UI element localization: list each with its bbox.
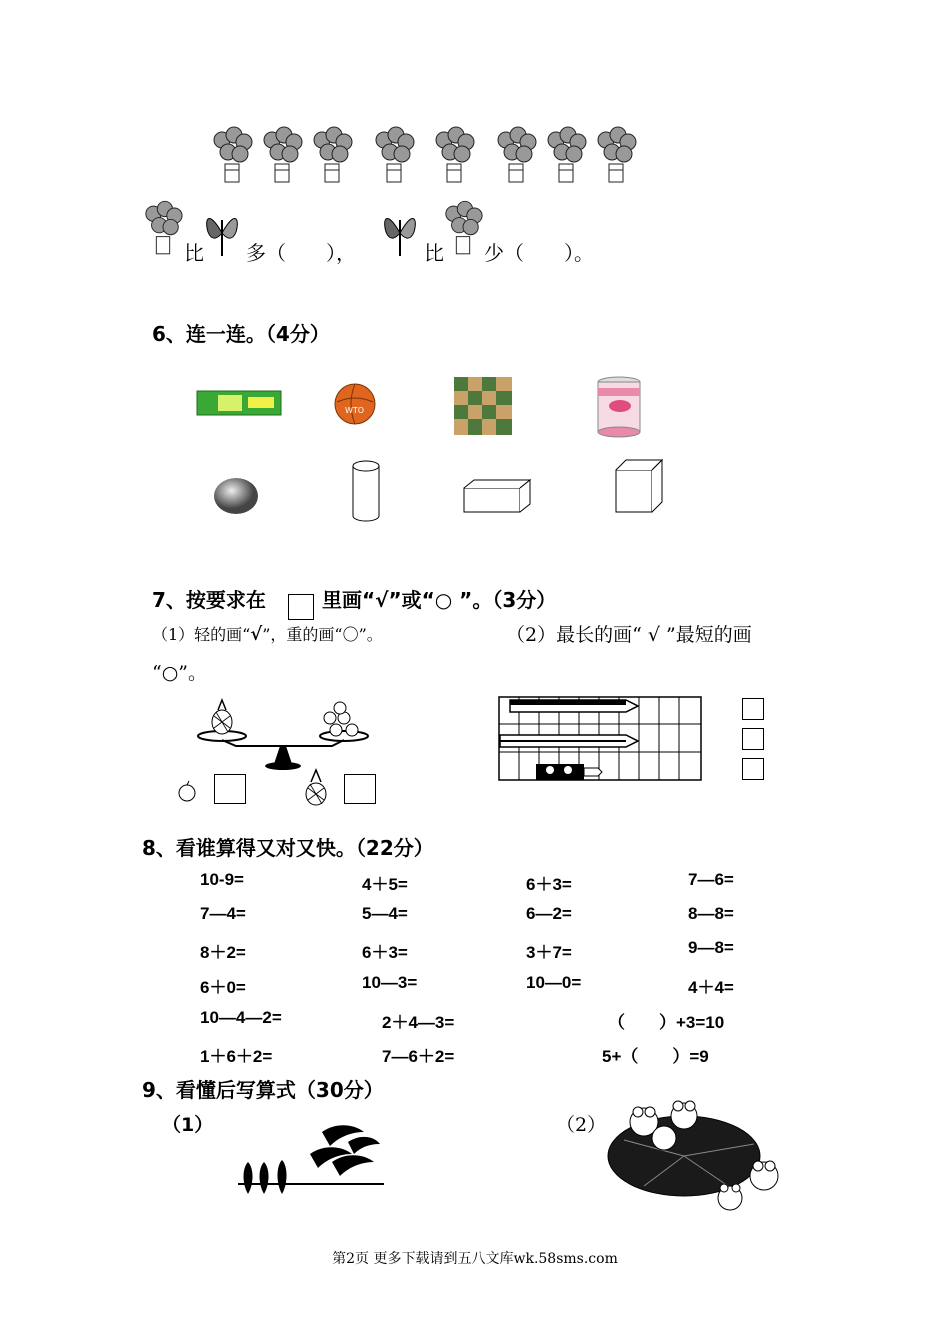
cube-puzzle-icon xyxy=(452,375,514,437)
swallows-picture xyxy=(238,1118,384,1202)
q7-title-start: 7、按要求在 xyxy=(152,588,266,612)
math-problem[interactable]: 1＋6＋2= xyxy=(200,1047,273,1066)
butterfly-icon xyxy=(382,208,418,258)
math-problem[interactable]: 6＋3= xyxy=(526,875,572,894)
math-problem[interactable]: 8＋2= xyxy=(200,943,246,962)
flower-bouquet-icon xyxy=(260,126,304,186)
q9-sub-1: （1） xyxy=(162,1114,214,1136)
q6-title: 6、连一连。（4分） xyxy=(152,322,330,346)
basketball-icon xyxy=(333,380,377,428)
math-problem[interactable]: 6—2= xyxy=(526,904,572,923)
cube-shape xyxy=(614,458,664,514)
flower-bouquet-icon xyxy=(594,126,638,186)
math-problem[interactable]: 6＋0= xyxy=(200,978,246,997)
math-problem[interactable]: 10—4—2= xyxy=(200,1008,282,1027)
q8-title: 8、看谁算得又对又快。（22分） xyxy=(142,836,434,860)
compare-less-blank: 少（ ）。 xyxy=(484,241,594,265)
math-problem[interactable]: 10—0= xyxy=(526,973,582,992)
flower-bouquet-icon xyxy=(210,126,254,186)
q9-title: 9、看懂后写算式（30分） xyxy=(142,1078,384,1102)
math-problem[interactable]: 10-9= xyxy=(200,870,244,889)
apple-icon xyxy=(176,780,198,802)
cylinder-shape xyxy=(350,458,382,524)
flower-bouquet-icon xyxy=(310,126,354,186)
flower-bouquet-icon xyxy=(442,200,484,258)
page-footer: 第2页 更多下载请到五八文库wk.58sms.com xyxy=(332,1251,618,1267)
flower-bouquet-icon xyxy=(432,126,476,186)
compare-word-bi: 比 xyxy=(424,241,444,265)
q7-title-answer-box xyxy=(288,594,314,620)
math-problem[interactable]: 5+（ ）=9 xyxy=(602,1047,709,1066)
math-problem[interactable]: 6＋3= xyxy=(362,943,408,962)
q7-title-end: 里画“√”或“○ ”。（3分） xyxy=(322,588,557,612)
math-problem[interactable]: 5—4= xyxy=(362,904,408,923)
math-problem[interactable]: 10—3= xyxy=(362,973,418,992)
svg-text:WTO: WTO xyxy=(345,406,365,415)
answer-box-pencil-2[interactable] xyxy=(742,728,764,750)
answer-box-pineapple[interactable] xyxy=(344,774,376,804)
math-problem[interactable]: 9—8= xyxy=(688,938,734,957)
math-problem[interactable]: 4＋4= xyxy=(688,978,734,997)
sphere-shape xyxy=(212,476,260,516)
math-problem[interactable]: 2＋4—3= xyxy=(382,1013,455,1032)
cuboid-shape xyxy=(462,478,532,514)
pineapple-icon xyxy=(302,770,330,806)
q9-sub-2: （2） xyxy=(556,1114,607,1136)
q7-instruction-2: （2）最长的画“ √ ”最短的画 xyxy=(506,624,752,646)
milk-powder-can-icon xyxy=(596,376,642,438)
math-problem[interactable]: 8—8= xyxy=(688,904,734,923)
flower-bouquet-icon xyxy=(494,126,538,186)
frogs-on-leaf-picture xyxy=(604,1100,790,1220)
q7-instruction-2-cont: “○”。 xyxy=(152,662,208,684)
math-problem[interactable]: 4＋5= xyxy=(362,875,408,894)
q7-instruction-1: （1）轻的画“√”，重的画“〇”。 xyxy=(152,624,383,645)
answer-box-pencil-3[interactable] xyxy=(742,758,764,780)
compare-more-blank: 多（ ）， xyxy=(246,241,356,265)
answer-box-pencil-1[interactable] xyxy=(742,698,764,720)
answer-box-apple[interactable] xyxy=(214,774,246,804)
math-problem[interactable]: 7—4= xyxy=(200,904,246,923)
math-problem[interactable]: 3＋7= xyxy=(526,943,572,962)
math-problem[interactable]: 7—6＋2= xyxy=(382,1047,455,1066)
flower-bouquet-icon xyxy=(372,126,416,186)
math-problem[interactable]: 7—6= xyxy=(688,870,734,889)
math-problem[interactable]: （ ）+3=10 xyxy=(608,1013,725,1032)
butterfly-icon xyxy=(204,208,240,258)
balance-scale-icon xyxy=(196,700,372,772)
flower-bouquet-icon xyxy=(142,200,184,258)
chewing-gum-pack-icon xyxy=(196,390,282,416)
flower-bouquet-icon xyxy=(544,126,588,186)
length-grid xyxy=(498,696,702,782)
compare-word-bi: 比 xyxy=(184,241,204,265)
